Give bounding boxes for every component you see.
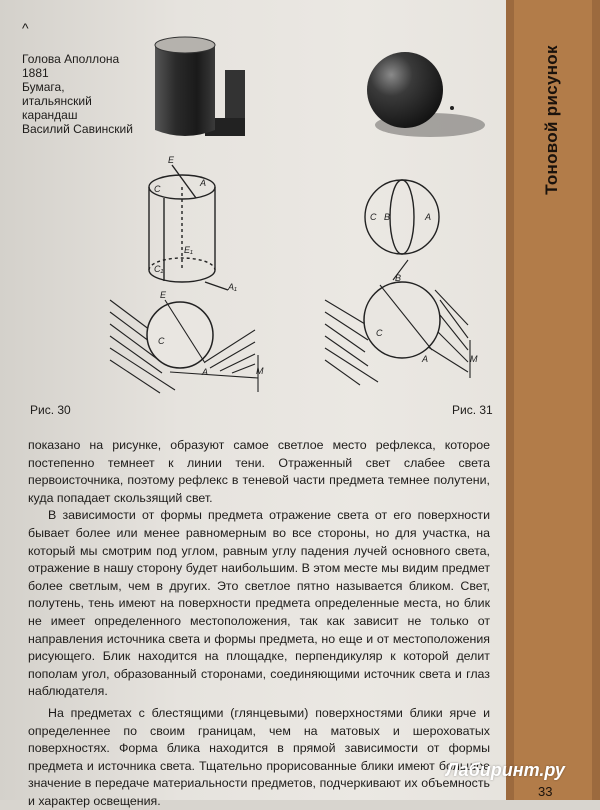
fig30-letter-c: C [154,184,161,194]
fig31-letter-b: B [384,212,391,222]
fig30-letter-a-low: A [202,367,209,377]
caption-line: итальянский [22,94,92,108]
caption-line: карандаш [22,108,78,122]
fig31-letter-a-low: A [422,354,429,364]
caption-line: Бумага, [22,80,65,94]
fig30-letter-e: E [168,155,175,165]
caret-mark: ^ [22,20,29,36]
fig30-letter-a1: A₁ [228,282,237,292]
paragraph-2: В зависимости от формы предмета отражение света от его поверхности бывает более или менее равномерным во все стороны, но для участка, на который мы смотрим под углом, равным углу падения лучей основного света, отражение в нашу сторону будет наибольшим. В этом месте мы видим предмет более светлым, чем в других. Это светлое пятно называется бликом. Свет, полутень, тень имеют на поверхности предмета определенные места, но блик не имеет определенного местоположения, так как зависит не только от направления источника света и формы предмета, но еще и от местоположения рисующего. Блик находится на площадке, перпендикуляр к которой делит пополам угол, образованный сторонами, соединяющими источник света и глаз наблюдателя. [28,508,490,699]
section-title-text: Тоновой рисунок [542,45,562,195]
fig31-letter-a: A [425,212,432,222]
fig30-letter-e-low: E [160,290,167,300]
body-text [28,437,490,810]
fig30-circle-shadow [110,300,258,393]
fig30-letter-m: M [256,366,264,376]
fig31-letter-m: M [470,354,478,364]
caption-line: Голова Аполлона [22,52,120,66]
fig31-letter-c: C [370,212,377,222]
fig30-letter-c1: C₁ [154,264,164,274]
fig30-letter-c-low: C [158,336,165,346]
paragraph-3: На предметах с блестящими (глянцевыми) поверхностями блики ярче и определеннее по своим границам, чем на матовых и шероховатых поверхностях. Форма блика находится в прямой зависимости от формы предмета и источника света. Тщательно прорисованные блики имеют большое значение в передаче материальности предметов, подчеркивают их объемность и характер освещения. [28,705,490,808]
paragraph-1: показано на рисунке, образуют самое светлое место рефлекса, которое постепенно темнеет к линии тени. Отраженный свет слабее света первоисточника, поэтому рефлекс в теневой части предмета темнее полутени, куда попадает скользящий свет. [28,438,490,505]
caption-line: Василий Савинский [22,122,133,136]
shaded-cylinder [155,37,245,136]
fig30-letter-e1: E₁ [184,245,193,255]
section-title-vertical [520,20,584,220]
page-number: 33 [538,784,553,799]
fig31-letter-b-low: B [395,273,402,283]
shaded-sphere [367,52,485,137]
fig31-letter-c-low: C [376,328,383,338]
fig30-letter-a: A [200,178,207,188]
caption-line: 1881 [22,66,49,80]
figure-30-label: Рис. 30 [30,403,71,417]
figure-31-label: Рис. 31 [452,403,493,417]
watermark-logo: Лабиринт.ру [446,760,565,780]
